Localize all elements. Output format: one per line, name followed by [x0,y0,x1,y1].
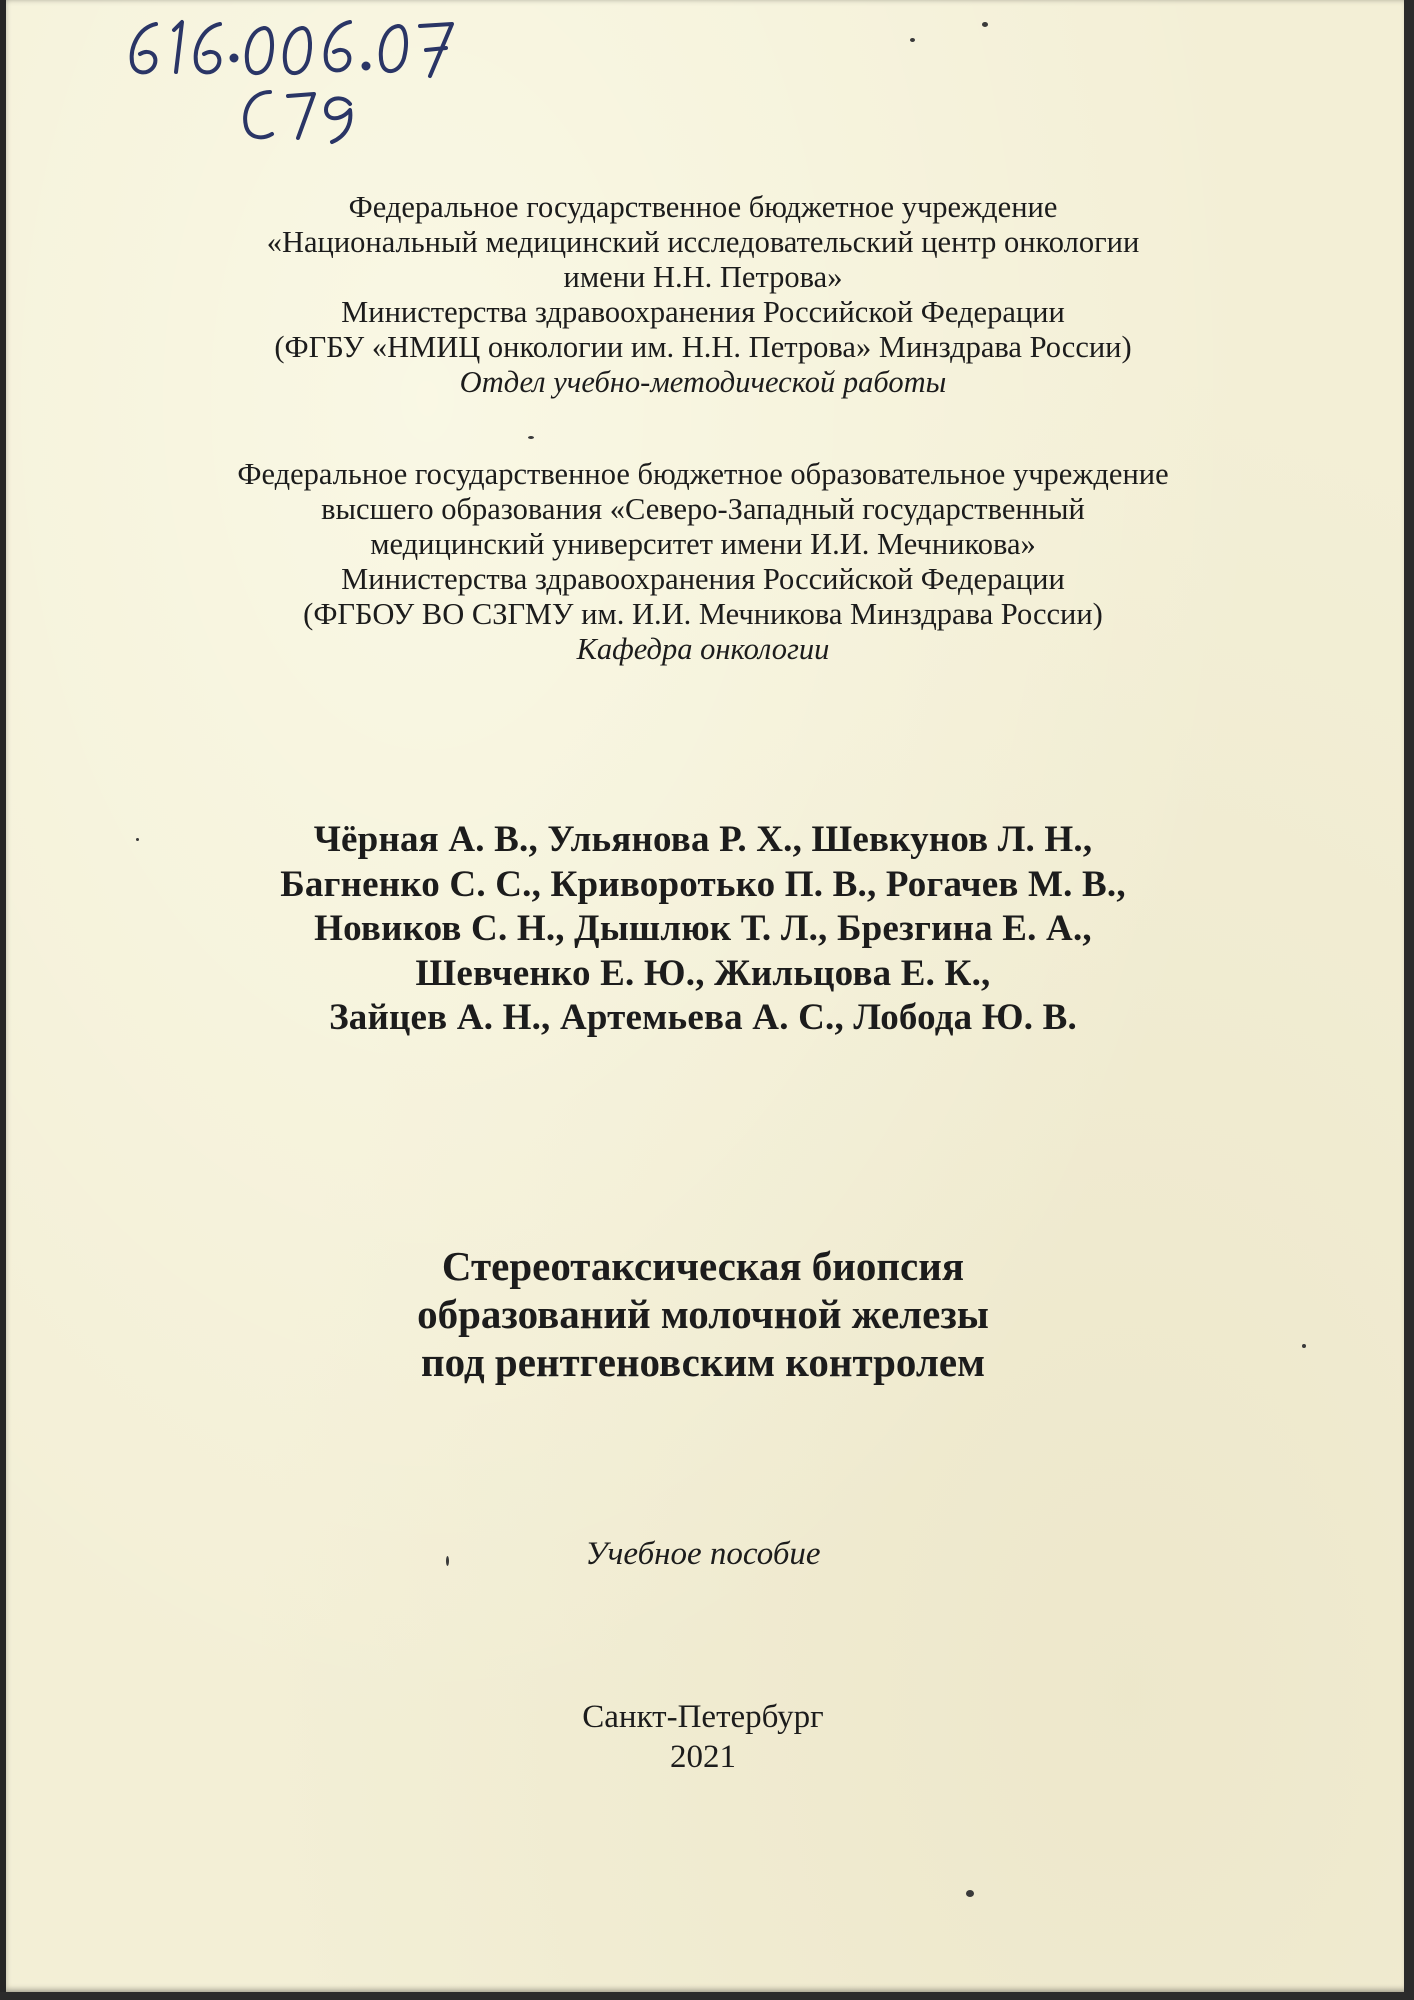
institution-1-department: Отдел учебно-методической работы [459,365,947,399]
institution-2-line: медицинский университет имени И.И. Мечникова» [370,527,1036,561]
handwritten-shelfmark-drawing [6,0,526,170]
scan-speck [910,38,915,42]
document-type [6,1536,1400,1573]
document-type-label: Учебное пособие [585,1536,821,1572]
institution-1-line: «Национальный медицинский исследовательский центр онкологии [266,225,1140,259]
scan-speck [1302,1344,1306,1348]
scan-speck [528,436,534,439]
imprint [6,1697,1400,1777]
institution-2-line: (ФГБОУ ВО СЗГМУ им. И.И. Мечникова Минздрава России) [303,597,1103,631]
authors-list [6,818,1400,1041]
authors-line: Шевченко Е. Ю., Жильцова Е. К., [415,952,991,994]
institution-2-line: высшего образования «Северо-Западный государственный [321,492,1085,526]
handwritten-shelfmark [6,0,526,170]
scanner-edge [1404,0,1414,2000]
scan-speck [136,838,139,841]
institution-1-line: имени Н.Н. Петрова» [563,260,843,294]
authors-line: Новиков С. Н., Дышлюк Т. Л., Брезгина Е. А., [314,908,1092,949]
authors-line: Чёрная А. В., Ульянова Р. Х., Шевкунов Л. Н., [313,819,1093,860]
institution-1 [6,190,1400,400]
authors-line: Багненко С. С., Криворотько П. В., Рогачев М. В., [280,863,1126,905]
institution-2-department: Кафедра онкологии [576,632,830,666]
institution-2-line: Министерства здравоохранения Российской Федерации [341,562,1065,596]
institution-2-line: Федеральное государственное бюджетное образовательное учреждение [237,457,1169,491]
scan-speck [966,1890,974,1897]
imprint-year: 2021 [670,1739,736,1775]
scan-speck [446,1556,449,1566]
authors-line: Зайцев А. Н., Артемьева А. С., Лобода Ю. В. [329,997,1077,1038]
institution-1-line: (ФГБУ «НМИЦ онкологии им. Н.Н. Петрова» Минздрава России) [274,330,1132,364]
scanner-edge [0,1992,1414,2000]
title-page [6,0,1410,1992]
institution-2 [6,457,1400,667]
institution-1-line: Министерства здравоохранения Российской Федерации [341,295,1065,329]
book-title [6,1242,1400,1386]
book-title-line: Стереотаксическая биопсия [441,1243,965,1289]
imprint-city: Санкт-Петербург [582,1699,824,1735]
book-title-line: под рентгеновским контролем [420,1339,986,1385]
scan-speck [982,22,988,27]
institution-1-line: Федеральное государственное бюджетное учреждение [348,190,1058,224]
book-title-line: образований молочной железы [417,1291,989,1337]
